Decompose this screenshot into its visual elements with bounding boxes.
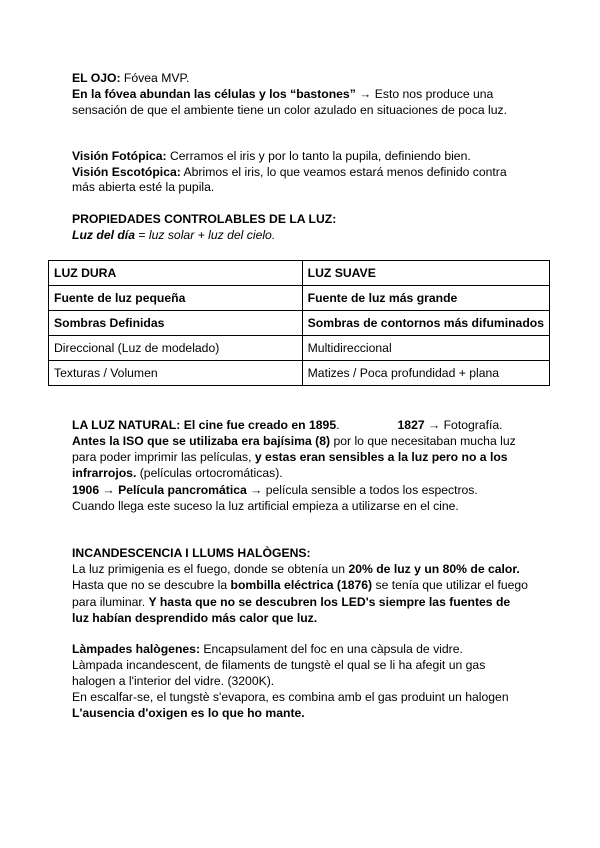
table-row: [49, 311, 550, 336]
scotopic-cont: más abierta esté la pupila.: [72, 180, 215, 194]
iso-rest: por lo que necesitaban mucha luz: [330, 434, 516, 448]
cell-text: Sombras Definidas: [54, 316, 165, 330]
table-cell: [302, 311, 549, 336]
props-title-line: [72, 212, 336, 227]
incand-l3-a: para iluminar.: [72, 595, 149, 609]
incand-l4-bold: luz habían desprendido más calor que luz.: [72, 611, 318, 625]
table-header-soft: [302, 261, 549, 286]
panchromatic-bold: 1906 → Película pancromática: [72, 483, 247, 497]
iso-line-2: [72, 450, 508, 465]
header-soft-light: LUZ SUAVE: [307, 266, 376, 280]
daylight-eq: =: [134, 228, 149, 242]
eye-line-2: [72, 87, 493, 102]
halogen-line-3: halogen a l'interior del vidre. (3200K).: [72, 674, 275, 688]
photopic-label: Visión Fotópica:: [72, 149, 167, 163]
incand-l3-bold: Y hasta que no se descubren los LED's siempre las fuentes de: [148, 595, 511, 609]
orthochromatic-text: (películas ortocromáticas).: [136, 466, 283, 480]
light-properties-table: [48, 260, 550, 386]
table-header-hard: [49, 261, 303, 286]
iso-line-2-bold: y estas eran sensibles a la luz pero no a los: [254, 450, 508, 464]
table-row: [49, 361, 550, 386]
eye-fovea-bold: En la fóvea abundan las células y los “bastones”: [72, 87, 356, 101]
halogen-line-2: Làmpada incandescent, de filaments de tungstè el qual se li ha afegit un gas: [72, 658, 486, 672]
halogen-title-rest: Encapsulament del foc en una càpsula de vidre.: [200, 642, 463, 656]
iso-line-3: [72, 466, 283, 481]
eye-line-2-rest: → Esto nos produce una: [355, 87, 494, 101]
iso-bold: Antes la ISO que se utilizaba era bajísima (8): [72, 434, 331, 448]
table-cell: Direccional (Luz de modelado): [49, 336, 303, 361]
eye-title-rest: Fóvea MVP.: [120, 71, 190, 85]
iso-line-2-a: para poder imprimir las películas,: [72, 450, 255, 464]
incand-line-4: [72, 611, 317, 626]
halogen-line-5: [72, 706, 305, 721]
header-hard-light: LUZ DURA: [54, 266, 117, 280]
photopic-line: [72, 149, 471, 164]
panchromatic-rest: → película sensible a todos los espectros.: [246, 483, 478, 497]
natural-period: .: [336, 418, 340, 432]
table-header-row: [49, 261, 550, 286]
scotopic-line: [72, 165, 507, 180]
incand-l2-rest: se tenía que utilizar el fuego: [372, 578, 528, 592]
table-cell: [49, 286, 303, 311]
table-row: [49, 336, 550, 361]
incand-title: INCANDESCENCIA I LLUMS HALÒGENS:: [72, 546, 311, 560]
incand-l1-a: La luz primigenia es el fuego, donde se obtenía un: [72, 562, 349, 576]
halogen-l5-bold: L'ausencia d'oxigen es lo que ho mante.: [72, 706, 305, 720]
incand-line-2: [72, 578, 528, 593]
artificial-line: Cuando llega este suceso la luz artificial empieza a utilizarse en el cine.: [72, 499, 459, 513]
photopic-text: Cerramos el iris y por lo tanto la pupila, definiendo bien.: [166, 149, 471, 163]
halogen-title-line: [72, 642, 463, 657]
halogen-line-4: En escalfar-se, el tungstè s'evapora, es combina amb el gas produint un halogen: [72, 690, 509, 704]
eye-line-3: sensación de que el ambiente tiene un color azulado en situaciones de poca luz.: [72, 103, 507, 117]
incand-l1-bold: 20% de luz y un 80% de calor.: [348, 562, 520, 576]
cell-text: Fuente de luz pequeña: [54, 291, 186, 305]
table-cell: Matizes / Poca profundidad + plana: [302, 361, 549, 386]
incand-l2-bold: bombilla eléctrica (1876): [230, 578, 373, 592]
natural-title: LA LUZ NATURAL:: [72, 418, 181, 432]
table-cell: Texturas / Volumen: [49, 361, 303, 386]
cell-text: Fuente de luz más grande: [307, 291, 458, 305]
halogen-title: Làmpades halògenes:: [72, 642, 201, 656]
daylight-label: Luz del día: [72, 228, 135, 242]
table-cell: Multidireccional: [302, 336, 549, 361]
props-title: PROPIEDADES CONTROLABLES DE LA LUZ:: [72, 212, 337, 226]
table-row: [49, 286, 550, 311]
daylight-text: luz solar + luz del cielo.: [148, 228, 276, 242]
incand-line-3: [72, 595, 510, 610]
year-1827: 1827: [397, 418, 425, 432]
cell-text: Sombras de contornos más difuminados: [307, 316, 544, 330]
daylight-line: [72, 228, 275, 243]
photography-text: → Fotografía.: [424, 418, 503, 432]
scotopic-text: Abrimos el iris, lo que veamos estará menos definido contra: [180, 165, 507, 179]
natural-title-line: [72, 418, 503, 433]
iso-line: [72, 434, 516, 449]
panchromatic-line: [72, 483, 478, 498]
table-cell: [49, 311, 303, 336]
eye-title-line: [72, 71, 189, 86]
incand-line-1: [72, 562, 520, 577]
eye-title: EL OJO:: [72, 71, 121, 85]
table-cell: [302, 286, 549, 311]
cinema-1895: El cine fue creado en 1895: [180, 418, 337, 432]
incand-l2-a: Hasta que no se descubre la: [72, 578, 231, 592]
incand-title-line: [72, 546, 311, 561]
scotopic-label: Visión Escotópica:: [72, 165, 181, 179]
infrared-bold: infrarrojos.: [72, 466, 137, 480]
